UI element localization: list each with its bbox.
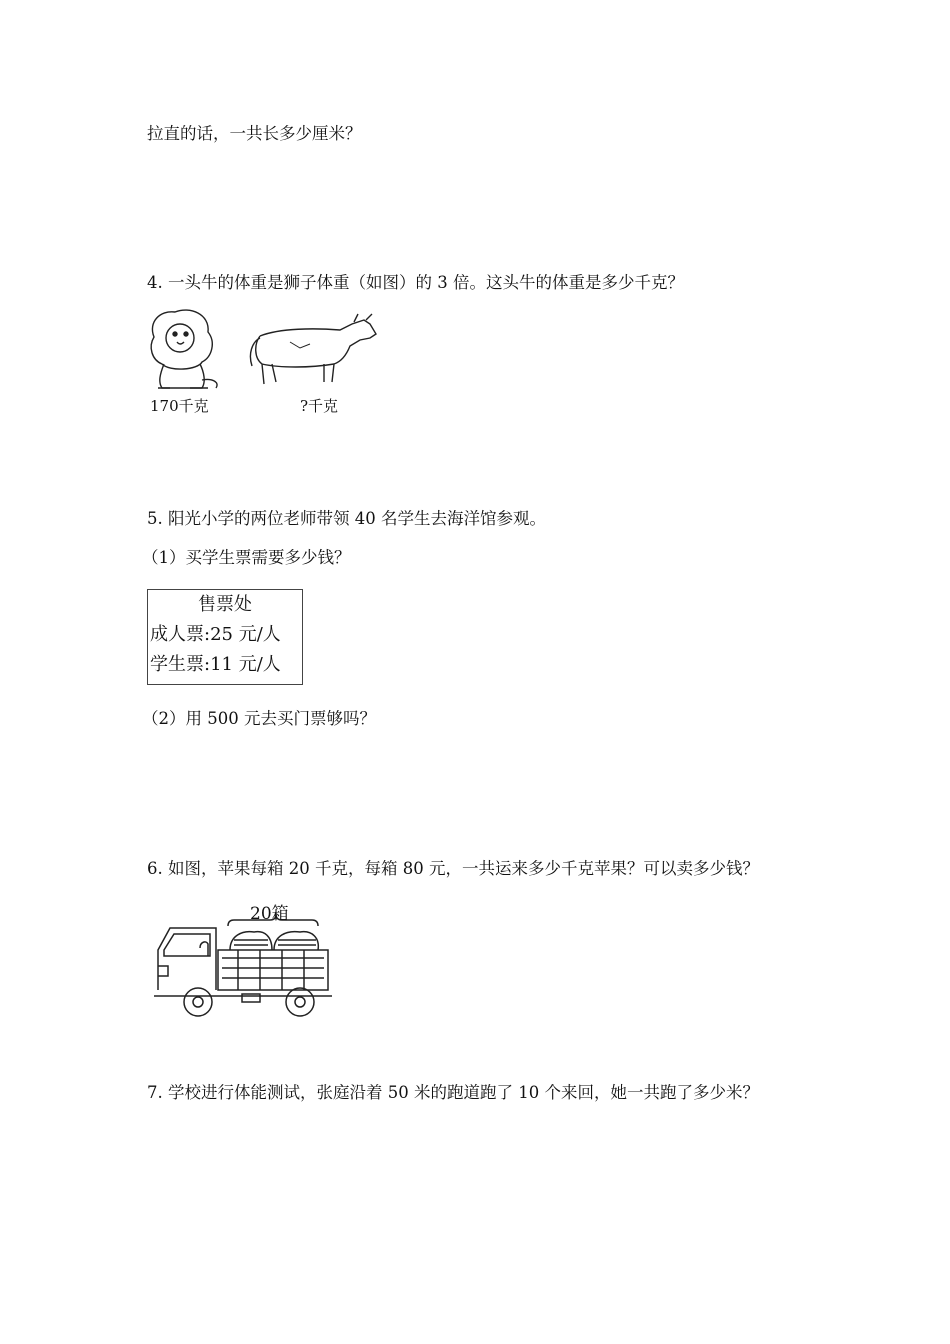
question-6-text: 6. 如图，苹果每箱 20 千克，每箱 80 元，一共运来多少千克苹果？可以卖多少钱？ [147,859,759,878]
lion-weight-label: 170千克 [150,397,209,415]
adult-ticket-price: 成人票:25 元/人 [150,624,281,645]
question-5-part-1: （1）买学生票需要多少钱？ [142,548,351,567]
question-7-text: 7. 学校进行体能测试，张庭沿着 50 米的跑道跑了 10 个来回，她一共跑了多少米？ [147,1083,759,1102]
question-3-continuation: 拉直的话，一共长多少厘米？ [147,124,362,143]
question-4-text: 4. 一头牛的体重是狮子体重（如图）的 3 倍。这头牛的体重是多少千克？ [147,273,684,292]
box-count-label: 20箱 [250,904,289,924]
truck-icon [150,898,340,1028]
ticket-office-board [147,589,303,685]
lion-icon [151,310,217,388]
cow-weight-label: ?千克 [300,397,339,415]
question-5-text: 5. 阳光小学的两位老师带领 40 名学生去海洋馆参观。 [147,509,546,528]
cow-icon [250,314,376,384]
student-ticket-price: 学生票:11 元/人 [150,654,281,675]
question-5-part-2: （2）用 500 元去买门票够吗？ [142,709,376,728]
ticket-board-title: 售票处 [198,594,252,615]
